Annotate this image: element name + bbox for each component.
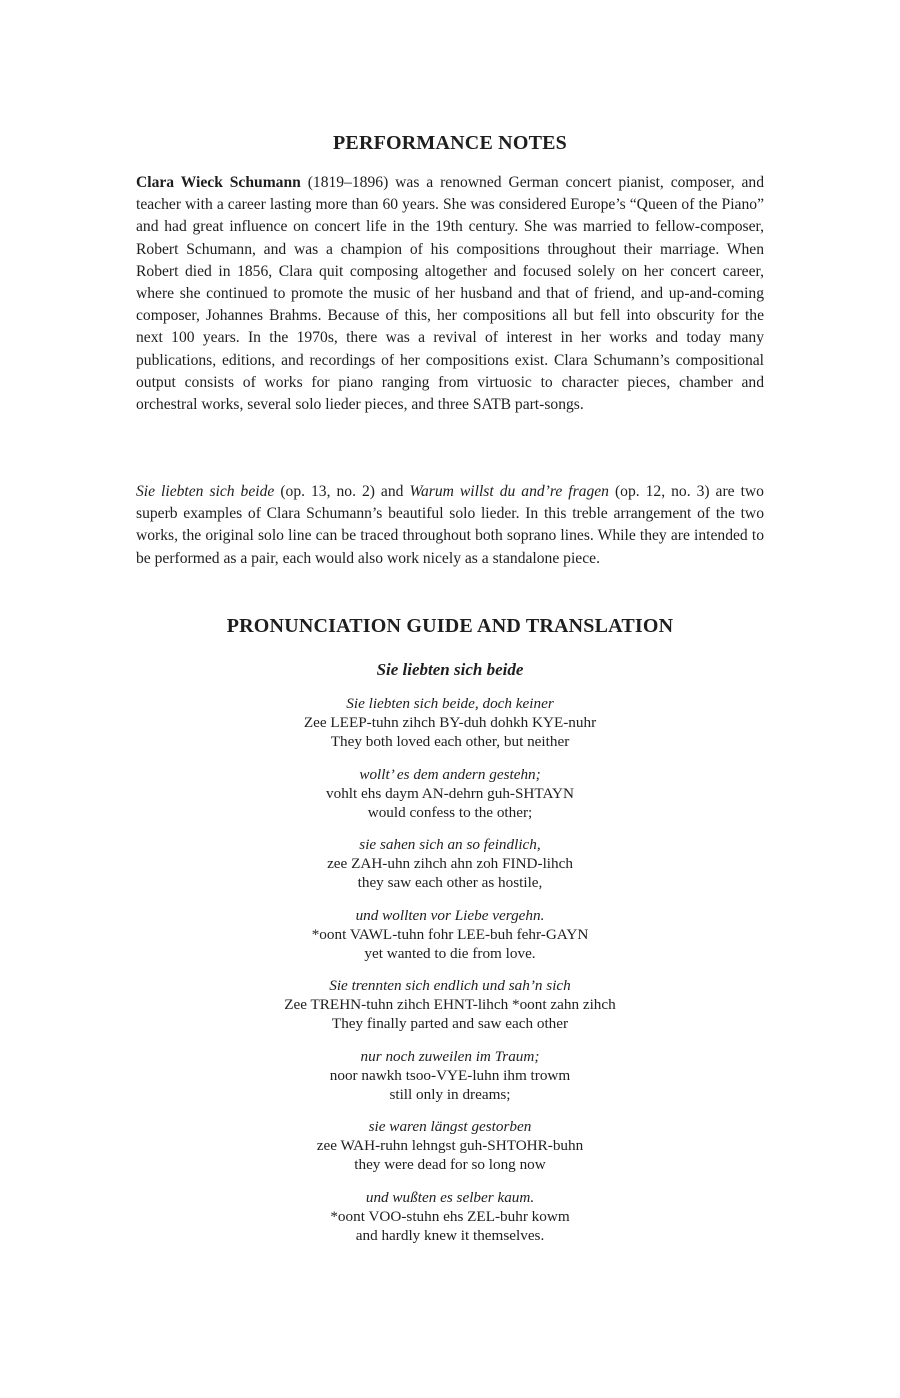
- works-text-1: (op. 13, no. 2) and: [274, 483, 410, 500]
- english-line: They both loved each other, but neither: [330, 733, 570, 751]
- english-line: they were dead for so long now: [354, 1156, 546, 1174]
- work-title-1: Sie liebten sich beide: [136, 483, 275, 500]
- song-title: Sie liebten sich beide: [376, 660, 524, 679]
- phonetic-line: Zee TREHN-tuhn zihch EHNT-lihch *oont zahn zihch: [284, 996, 616, 1014]
- phonetic-line: *oont VAWL-tuhn fohr LEE-buh fehr-GAYN: [311, 925, 589, 943]
- phonetic-line: zee WAH-ruhn lehngst guh-SHTOHR-buhn: [316, 1137, 584, 1155]
- stanza: [0, 1188, 900, 1246]
- german-line: und wollten vor Liebe vergehn.: [355, 906, 545, 924]
- english-line: They finally parted and saw each other: [331, 1015, 569, 1033]
- works-text-2: (op. 12, no. 3) are two superb examples of Clara Schumann’s beautiful solo lieder. In this treble arrangement of the two works, the original solo line can be traced throughout both soprano lines. While they are intended to be performed as a pair, each would also work nicely as a standalone piece.: [136, 483, 764, 567]
- german-line: sie waren längst gestorben: [368, 1118, 532, 1135]
- stanza-list: [0, 694, 900, 1258]
- stanza: [0, 1117, 900, 1175]
- phonetic-line: zee ZAH-uhn zihch ahn zoh FIND-lihch: [327, 855, 573, 873]
- english-line: still only in dreams;: [389, 1085, 511, 1103]
- german-line: nur noch zuweilen im Traum;: [360, 1047, 540, 1065]
- phonetic-line: vohlt ehs daym AN-dehrn guh-SHTAYN: [326, 784, 574, 802]
- work-title-2: Warum willst du and’re fragen: [409, 483, 609, 500]
- german-line: und wußten es selber kaum.: [365, 1188, 535, 1206]
- works-paragraph: [136, 481, 764, 570]
- german-line: Sie liebten sich beide, doch keiner: [346, 695, 554, 712]
- english-line: would confess to the other;: [367, 803, 533, 821]
- german-line: wollt’ es dem andern gestehn;: [359, 765, 541, 783]
- german-line: Sie trennten sich endlich und sah’n sich: [329, 977, 571, 994]
- stanza: [0, 1047, 900, 1105]
- phonetic-line: Zee LEEP-tuhn zihch BY-duh dohkh KYE-nuhr: [303, 714, 597, 732]
- pronunciation-heading: PRONUNCIATION GUIDE AND TRANSLATION: [226, 615, 674, 637]
- stanza: [0, 765, 900, 823]
- biography-paragraph: [136, 172, 764, 416]
- biography-text: (1819–1896) was a renowned German concert pianist, composer, and teacher with a career lasting more than 60 years. She was considered Europe’s “Queen of the Piano” and had great influence on concert life in the 19th century. She was married to fellow-composer, Robert Schumann, and was a champion of his compositions throughout their marriage. When Robert died in 1856, Clara quit composing altogether and focused solely on her concert career, where she continued to promote the music of her husband and that of friend, and up-and-coming composer, Johannes Brahms. Because of this, her compositions all but fell into obscurity for the next 100 years. In the 1970s, there was a revival of interest in her works and today many publications, editions, and recordings of her compositions exist. Clara Schumann’s compositional output consists of works for piano ranging from virtuosic to character pieces, chamber and orchestral works, several solo lieder pieces, and three SATB part-songs.: [136, 174, 764, 414]
- phonetic-line: noor nawkh tsoo-VYE-luhn ihm trowm: [329, 1066, 571, 1084]
- english-line: they saw each other as hostile,: [357, 874, 543, 892]
- stanza: [0, 694, 900, 752]
- phonetic-line: *oont VOO-stuhn ehs ZEL-buhr kowm: [330, 1207, 570, 1225]
- composer-name: Clara Wieck Schumann: [136, 174, 301, 191]
- english-line: and hardly knew it themselves.: [355, 1226, 545, 1244]
- stanza: [0, 976, 900, 1034]
- stanza: [0, 906, 900, 964]
- performance-notes-heading: PERFORMANCE NOTES: [333, 132, 567, 154]
- german-line: sie sahen sich an so feindlich,: [359, 836, 541, 853]
- english-line: yet wanted to die from love.: [364, 944, 536, 962]
- stanza: [0, 835, 900, 893]
